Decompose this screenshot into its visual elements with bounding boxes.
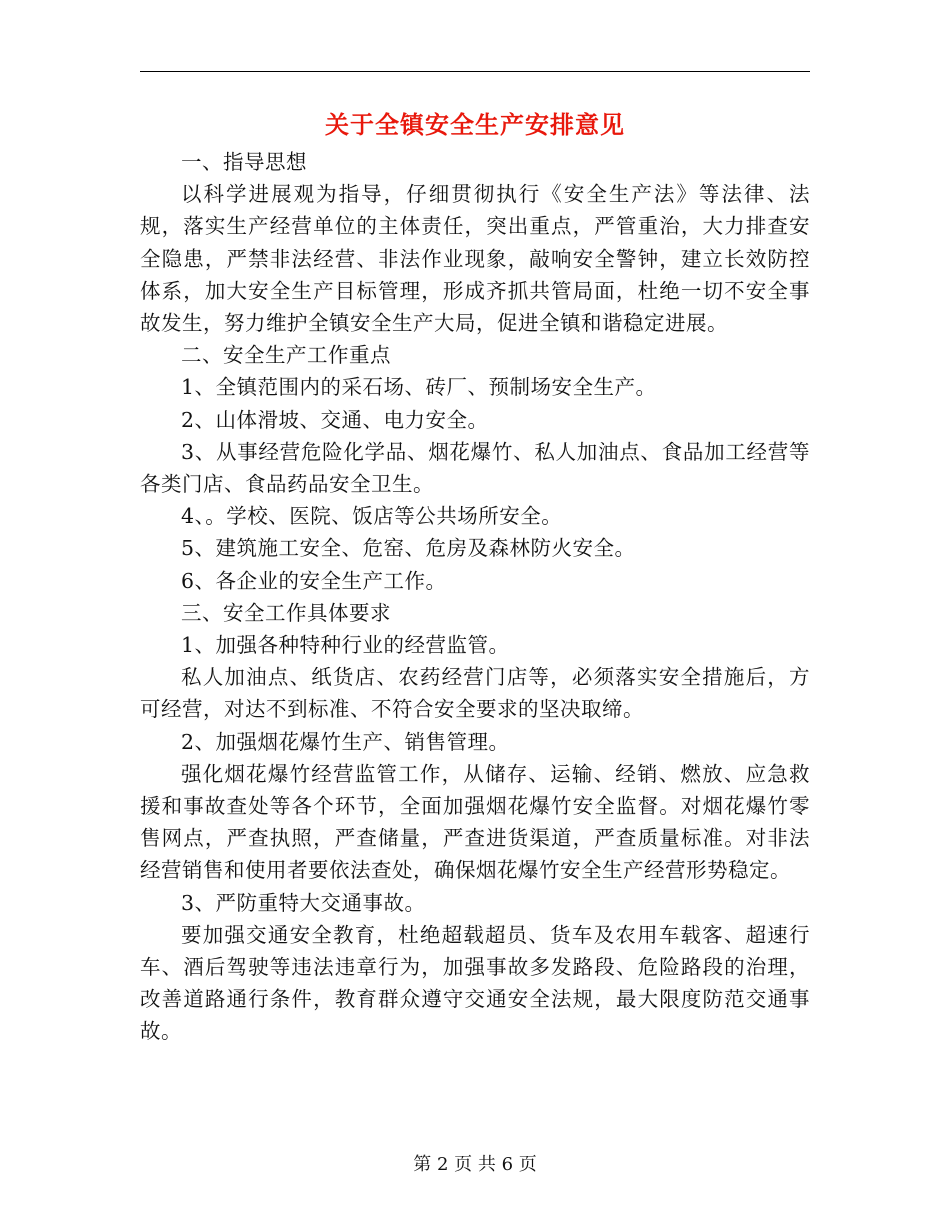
subheading: 3、严防重特大交通事故。	[181, 890, 426, 915]
page-footer	[0, 1153, 950, 1177]
list-item: 5、建筑施工安全、危窑、危房及森林防火安全。	[181, 536, 636, 561]
paragraph: 要加强交通安全教育，杜绝超载超员、货车及农用车载客、超速行车、酒后驾驶等违法违章行为，加强事故多发路段、危险路段的治理，改善道路通行条件，教育群众遵守交通安全法规，最大限度防范交通事故。	[140, 922, 810, 1044]
document-title: 关于全镇安全生产安排意见	[325, 111, 625, 139]
list-item: 1、全镇范围内的采石场、砖厂、预制场安全生产。	[181, 375, 657, 400]
section-heading-2: 二、安全生产工作重点	[181, 343, 391, 368]
paragraph-guiding-thought: 以科学进展观为指导，仔细贯彻执行《安全生产法》等法律、法规，落实生产经营单位的主体责任，突出重点，严管重治，大力排查安全隐患，严禁非法经营、非法作业现象，敲响安全警钟，建立长效防控体系，加大安全生产目标管理，形成齐抓共管局面，杜绝一切不安全事故发生，努力维护全镇安全生产大局，促进全镇和谐稳定进展。	[140, 182, 810, 336]
section-heading-1: 一、指导思想	[181, 150, 307, 174]
page-number-label: 第 2 页 共 6 页	[413, 1154, 537, 1175]
list-item: 3、从事经营危险化学品、烟花爆竹、私人加油点、食品加工经营等各类门店、食品药品安全卫生。	[140, 439, 810, 497]
document-body	[140, 146, 810, 1048]
list-item: 4、。学校、医院、饭店等公共场所安全。	[181, 504, 563, 529]
header-rule	[140, 71, 810, 72]
list-item: 2、山体滑坡、交通、电力安全。	[181, 407, 489, 432]
subheading: 1、加强各种特种行业的经营监管。	[181, 633, 510, 658]
subheading: 2、加强烟花爆竹生产、销售管理。	[181, 729, 510, 754]
paragraph: 强化烟花爆竹经营监管工作，从储存、运输、经销、燃放、应急救援和事故查处等各个环节，全面加强烟花爆竹安全监督。对烟花爆竹零售网点，严查执照，严查储量，严查进货渠道，严查质量标准。对非法经营销售和使用者要依法查处，确保烟花爆竹安全生产经营形势稳定。	[140, 761, 810, 883]
paragraph: 私人加油点、纸货店、农药经营门店等，必须落实安全措施后，方可经营，对达不到标准、不符合安全要求的坚决取缔。	[140, 665, 810, 722]
section-heading-3: 三、安全工作具体要求	[181, 600, 391, 625]
list-item: 6、各企业的安全生产工作。	[181, 568, 447, 593]
